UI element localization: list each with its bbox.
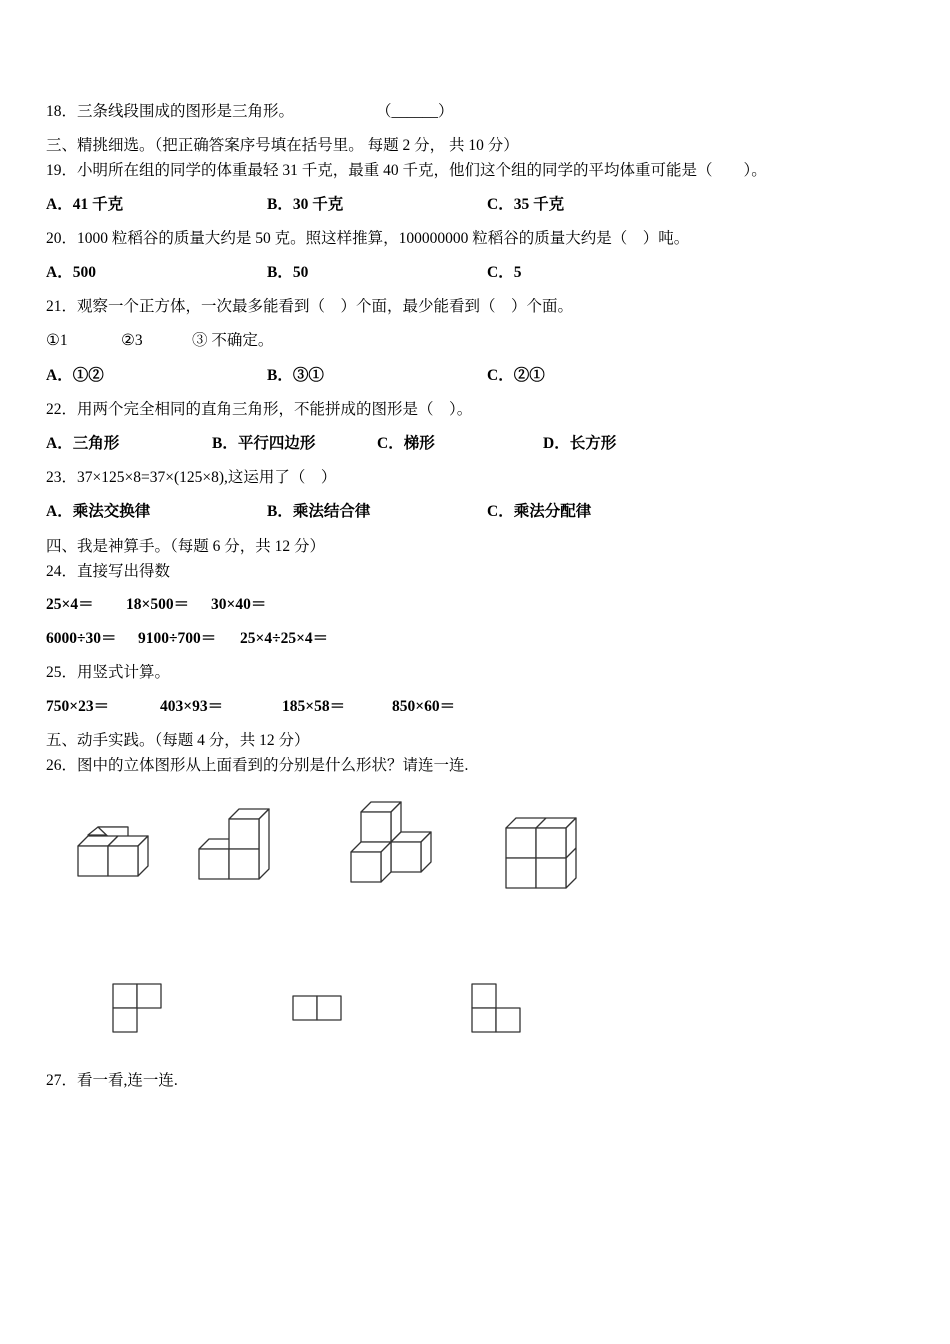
top-view-1[interactable] (113, 984, 161, 1032)
q22-option-a[interactable]: A．三角形 (46, 435, 120, 452)
q24-item: 25×4＝ (46, 596, 94, 613)
q25-item: 850×60＝ (392, 698, 456, 715)
q23-option-c[interactable]: C．乘法分配律 (487, 503, 592, 520)
q21-text: 21．观察一个正方体，一次最多能看到（ ）个面，最少能看到（ ）个面。 (46, 298, 574, 315)
section3-title: 三、精挑细选。（把正确答案序号填在括号里。 每题 2 分， 共 10 分） (46, 137, 519, 154)
q24-item: 6000÷30＝ (46, 630, 117, 647)
q24-text: 24．直接写出得数 (46, 563, 171, 580)
q21-option-a[interactable]: A．①② (46, 367, 104, 384)
q22-option-d[interactable]: D．长方形 (543, 435, 617, 452)
q20-option-b[interactable]: B．50 (267, 264, 309, 281)
q19-option-c[interactable]: C．35 千克 (487, 196, 565, 213)
q25-text: 25．用竖式计算。 (46, 664, 171, 681)
q21-choice-1: ①1 (46, 332, 68, 349)
q20-option-a[interactable]: A．500 (46, 264, 96, 281)
q24-item: 18×500＝ (126, 596, 190, 613)
q18-text: 18．三条线段围成的图形是三角形。 (46, 103, 295, 120)
solid-figure-2[interactable] (199, 809, 269, 879)
q24-item: 30×40＝ (211, 596, 267, 613)
q25-item: 403×93＝ (160, 698, 224, 715)
q27-text: 27．看一看,连一连. (46, 1072, 178, 1089)
q23-option-a[interactable]: A．乘法交换律 (46, 503, 151, 520)
q18-answer-blank[interactable]: （______） (376, 103, 454, 120)
q22-option-b[interactable]: B．平行四边形 (212, 435, 316, 452)
q19-option-a[interactable]: A．41 千克 (46, 196, 124, 213)
q26-text: 26．图中的立体图形从上面看到的分别是什么形状？请连一连. (46, 757, 469, 774)
solid-figure-3[interactable] (351, 802, 431, 882)
q22-option-c[interactable]: C．梯形 (377, 435, 435, 452)
q21-choice-2: ②3 (121, 332, 143, 349)
q23-text: 23．37×125×8=37×(125×8),这运用了（ ） (46, 469, 337, 486)
section5-title: 五、动手实践。（每题 4 分，共 12 分） (46, 732, 310, 749)
q22-text: 22．用两个完全相同的直角三角形，不能拼成的图形是（ ）。 (46, 401, 473, 418)
q25-item: 185×58＝ (282, 698, 346, 715)
section4-title: 四、我是神算手。（每题 6 分，共 12 分） (46, 538, 326, 555)
q23-option-b[interactable]: B．乘法结合律 (267, 503, 371, 520)
q21-option-c[interactable]: C．②① (487, 367, 545, 384)
top-view-3[interactable] (472, 984, 520, 1032)
q25-item: 750×23＝ (46, 698, 110, 715)
q21-choice-3: ③ 不确定。 (192, 332, 274, 349)
top-view-2[interactable] (293, 996, 341, 1020)
q24-item: 9100÷700＝ (138, 630, 217, 647)
q24-item: 25×4÷25×4＝ (240, 630, 329, 647)
q19-option-b[interactable]: B．30 千克 (267, 196, 344, 213)
solid-figure-4[interactable] (506, 818, 576, 888)
q21-option-b[interactable]: B．③① (267, 367, 324, 384)
solid-figure-1[interactable] (78, 827, 148, 876)
q20-text: 20．1000 粒稻谷的质量大约是 50 克。照这样推算，100000000 粒稻谷的质量大约是（ ）吨。 (46, 230, 690, 247)
q19-text: 19．小明所在组的同学的体重最轻 31 千克，最重 40 千克，他们这个组的同学的平均体重可能是（ ）。 (46, 162, 767, 179)
q20-option-c[interactable]: C．5 (487, 264, 522, 281)
